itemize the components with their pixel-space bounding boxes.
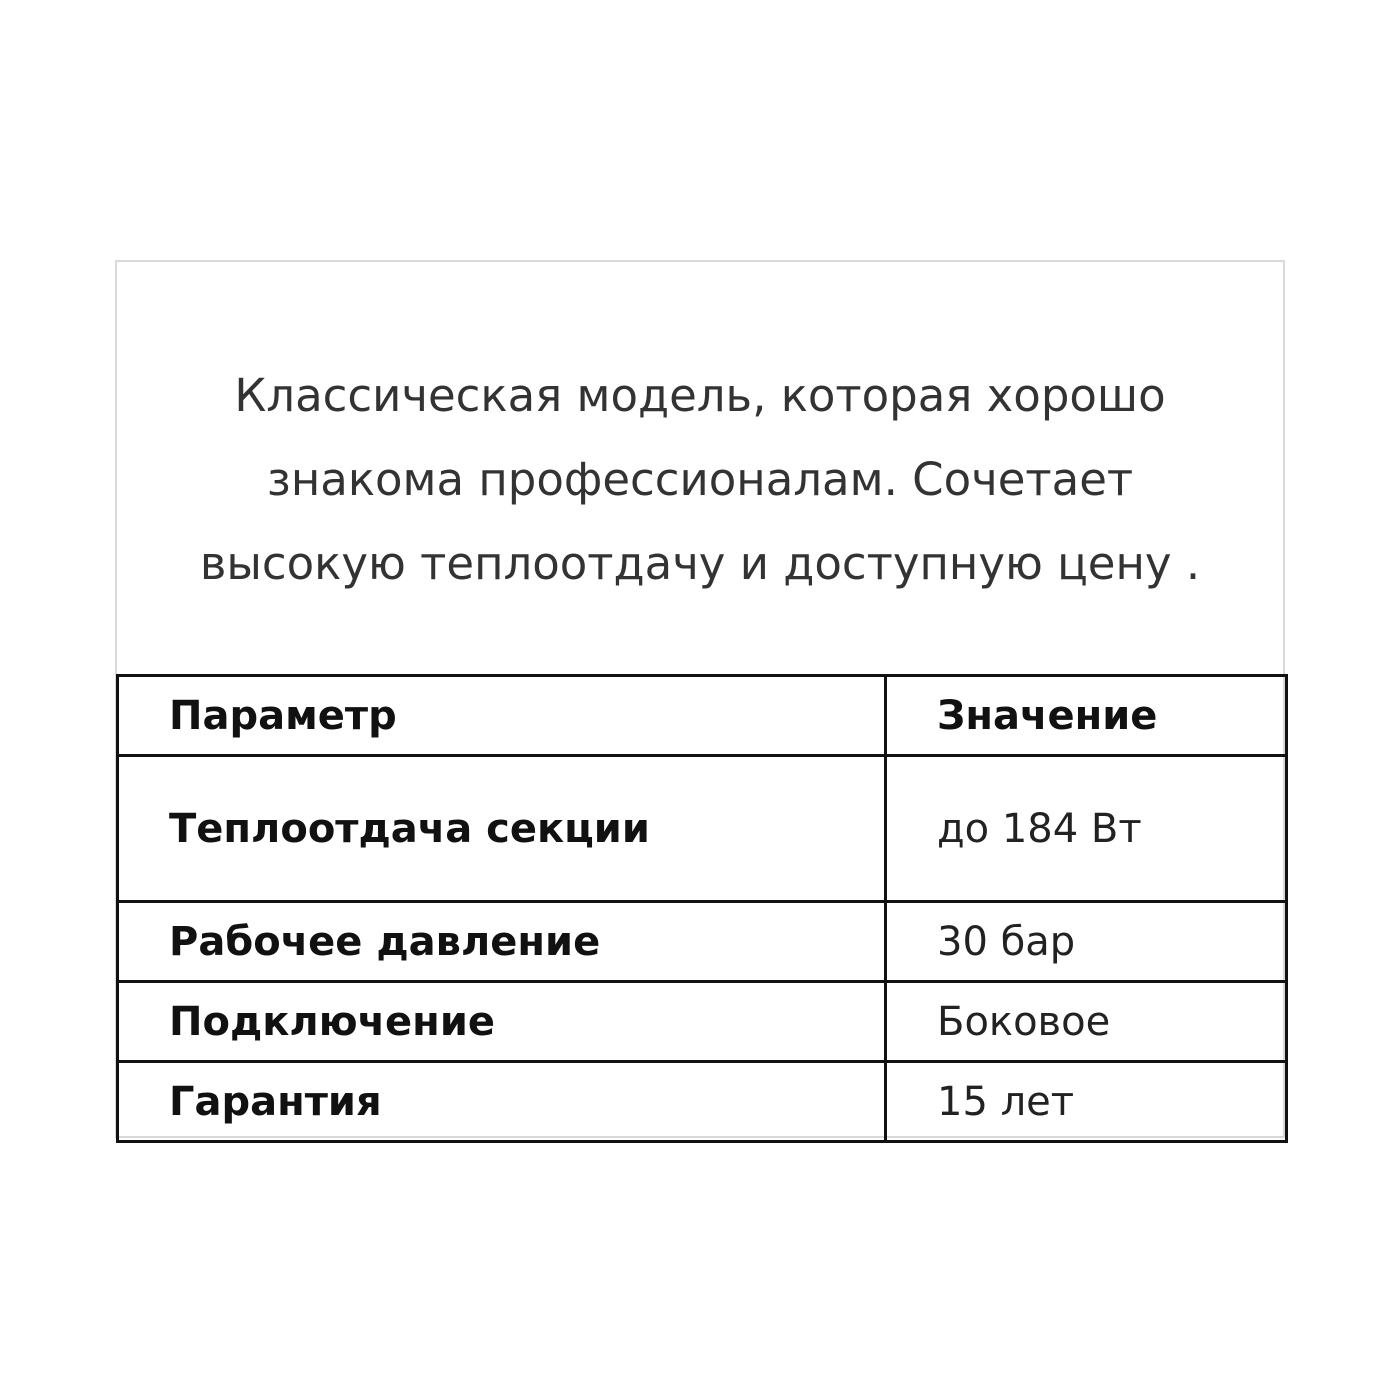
product-description (117, 354, 1283, 606)
param-cell: Подключение (118, 982, 886, 1062)
description-line: высокую теплоотдачу и доступную цену . (199, 537, 1201, 590)
param-cell: Теплоотдача секции (118, 756, 886, 902)
value-cell: Боковое (886, 982, 1287, 1062)
table-row (118, 982, 1287, 1062)
description-line: знакома профессионалам. Сочетает (266, 453, 1134, 506)
table-row (118, 902, 1287, 982)
column-header-value: Значение (886, 676, 1287, 756)
param-cell: Рабочее давление (118, 902, 886, 982)
table-row (118, 756, 1287, 902)
value-cell: 15 лет (886, 1062, 1287, 1142)
specs-table (116, 674, 1288, 1143)
column-header-parameter: Параметр (118, 676, 886, 756)
value-cell: до 184 Вт (886, 756, 1287, 902)
param-cell: Гарантия (118, 1062, 886, 1142)
table-row (118, 1062, 1287, 1142)
table-header-row (118, 676, 1287, 756)
value-cell: 30 бар (886, 902, 1287, 982)
description-line: Классическая модель, которая хорошо (234, 369, 1166, 422)
